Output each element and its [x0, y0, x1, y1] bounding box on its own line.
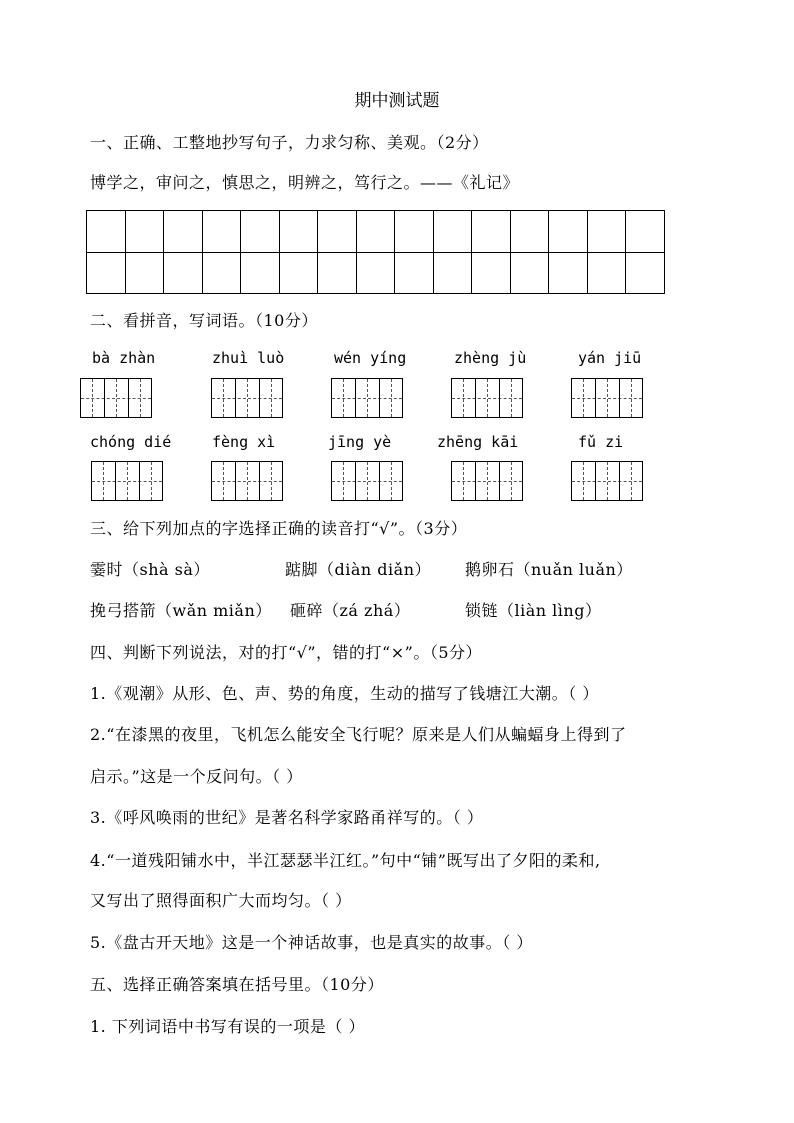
pinyin-label: wén yíng — [334, 349, 407, 367]
grid-cell[interactable] — [356, 211, 395, 253]
grid-cell[interactable] — [279, 211, 318, 253]
pinyin-label: fǔ zi — [578, 433, 624, 451]
pinyin-label: zhēng kāi — [437, 433, 519, 451]
choice-question: 1. 下列词语中书写有误的一项是（ ） — [90, 1017, 365, 1036]
answer-box[interactable] — [571, 378, 643, 418]
grid-cell[interactable] — [125, 252, 164, 294]
answer-box[interactable] — [451, 461, 523, 501]
judgement-question: 3.《呼风唤雨的世纪》是著名科学家路甬祥写的。（ ） — [90, 808, 484, 827]
page-title: 期中测试题 — [354, 91, 440, 111]
answer-box[interactable] — [331, 378, 403, 418]
grid-cell[interactable] — [626, 211, 665, 253]
grid-row — [87, 211, 665, 253]
answer-box[interactable] — [331, 461, 403, 501]
grid-cell[interactable] — [510, 211, 549, 253]
reading-choice[interactable]: 挽弓搭箭（wǎn miǎn） — [90, 601, 272, 620]
reading-choice[interactable]: 霎时（shà sà） — [90, 560, 210, 579]
grid-cell[interactable] — [433, 252, 472, 294]
reading-choice[interactable]: 踮脚（diàn diǎn） — [285, 560, 431, 579]
grid-cell[interactable] — [395, 211, 434, 253]
pinyin-label: chóng dié — [90, 433, 172, 451]
grid-cell[interactable] — [241, 211, 280, 253]
judgement-question-cont: 又写出了照得面积广大而均匀。（ ） — [90, 891, 352, 910]
grid-cell[interactable] — [125, 211, 164, 253]
grid-cell[interactable] — [318, 211, 357, 253]
answer-box[interactable] — [80, 378, 152, 418]
grid-cell[interactable] — [626, 252, 665, 294]
grid-cell[interactable] — [241, 252, 280, 294]
grid-cell[interactable] — [472, 252, 511, 294]
grid-cell[interactable] — [433, 211, 472, 253]
answer-box[interactable] — [451, 378, 523, 418]
grid-cell[interactable] — [395, 252, 434, 294]
reading-choice[interactable]: 鹅卵石（nuǎn luǎn） — [465, 560, 633, 579]
section-1-heading: 一、正确、工整地抄写句子，力求匀称、美观。（2分） — [90, 133, 489, 152]
grid-cell[interactable] — [202, 211, 241, 253]
grid-cell[interactable] — [279, 252, 318, 294]
grid-cell[interactable] — [549, 252, 588, 294]
grid-row — [87, 252, 665, 294]
grid-cell[interactable] — [587, 211, 626, 253]
answer-box[interactable] — [571, 461, 643, 501]
judgement-question: 2.“在漆黑的夜里，飞机怎么能安全飞行呢？原来是人们从蝙蝠身上得到了 — [90, 725, 627, 744]
reading-choice[interactable]: 砸碎（zá zhá） — [290, 601, 411, 620]
answer-box[interactable] — [211, 461, 283, 501]
judgement-question-cont: 启示。”这是一个反问句。（ ） — [90, 767, 303, 786]
grid-cell[interactable] — [87, 252, 126, 294]
grid-cell[interactable] — [87, 211, 126, 253]
section-4-heading: 四、判断下列说法，对的打“√”，错的打“×”。（5分） — [90, 643, 483, 662]
grid-cell[interactable] — [164, 252, 203, 294]
grid-cell[interactable] — [202, 252, 241, 294]
grid-cell[interactable] — [587, 252, 626, 294]
pinyin-label: zhuì luò — [212, 349, 285, 367]
answer-box[interactable] — [91, 461, 163, 501]
grid-cell[interactable] — [164, 211, 203, 253]
pinyin-label: yán jiū — [578, 349, 642, 367]
pinyin-label: zhèng jù — [454, 349, 527, 367]
grid-cell[interactable] — [549, 211, 588, 253]
section-3-heading: 三、给下列加点的字选择正确的读音打“√”。（3分） — [90, 519, 468, 538]
grid-cell[interactable] — [510, 252, 549, 294]
pinyin-label: bà zhàn — [92, 349, 156, 367]
reading-choice[interactable]: 锁链（liàn lìng） — [465, 601, 602, 620]
copy-writing-grid[interactable] — [86, 210, 665, 294]
grid-cell[interactable] — [472, 211, 511, 253]
grid-cell[interactable] — [356, 252, 395, 294]
grid-cell[interactable] — [318, 252, 357, 294]
answer-box[interactable] — [211, 378, 283, 418]
judgement-question: 5.《盘古开天地》这是一个神话故事，也是真实的故事。（ ） — [90, 933, 533, 952]
judgement-question: 4.“一道残阳铺水中，半江瑟瑟半江红。”句中“铺”既写出了夕阳的柔和, — [90, 851, 601, 870]
pinyin-label: jīng yè — [328, 433, 392, 451]
section-5-heading: 五、选择正确答案填在括号里。（10分） — [90, 975, 384, 994]
judgement-question: 1.《观潮》从形、色、声、势的角度，生动的描写了钱塘江大潮。（ ） — [90, 684, 599, 703]
section-2-heading: 二、看拼音，写词语。（10分） — [90, 311, 318, 330]
pinyin-label: fèng xì — [212, 433, 276, 451]
section-1-sentence: 博学之，审问之，慎思之，明辨之，笃行之。——《礼记》 — [90, 173, 520, 192]
